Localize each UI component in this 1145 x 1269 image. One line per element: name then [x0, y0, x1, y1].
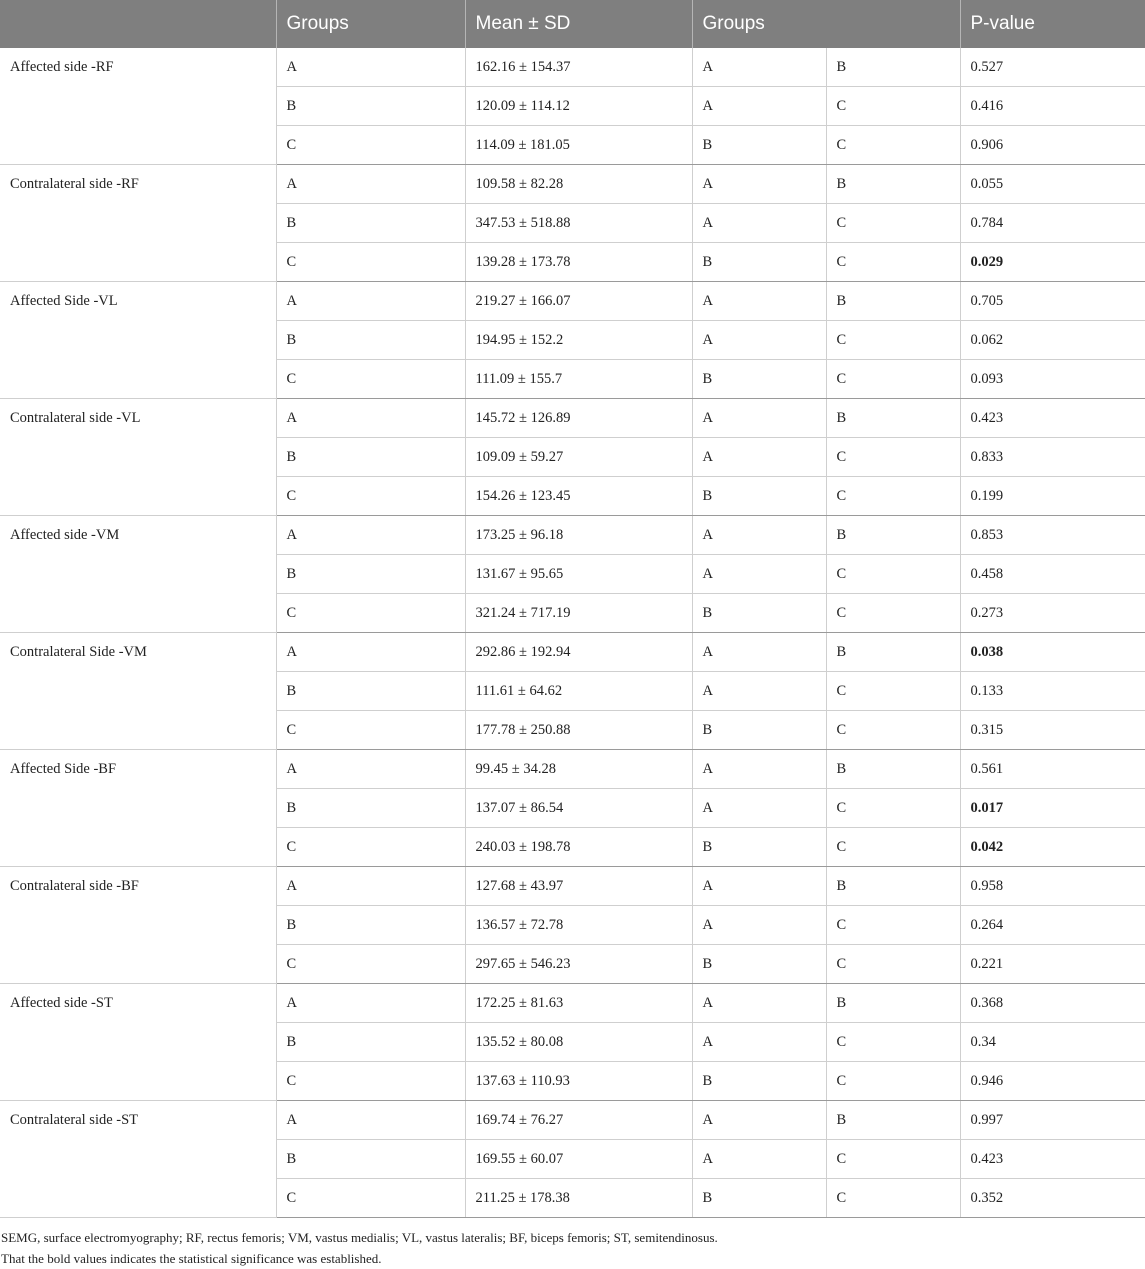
mean-sd-cell: 347.53 ± 518.88 [465, 204, 692, 243]
table-header [0, 0, 1145, 48]
mean-sd-cell: 173.25 ± 96.18 [465, 516, 692, 555]
comparison-group-2-cell: B [826, 633, 960, 672]
comparison-group-1-cell: B [692, 945, 826, 984]
mean-sd-cell: 145.72 ± 126.89 [465, 399, 692, 438]
group-cell: B [276, 1140, 465, 1179]
mean-sd-cell: 111.61 ± 64.62 [465, 672, 692, 711]
comparison-group-2-cell: C [826, 1140, 960, 1179]
comparison-group-1-cell: A [692, 750, 826, 789]
comparison-group-1-cell: A [692, 1101, 826, 1140]
group-cell: B [276, 321, 465, 360]
table-row [0, 867, 1145, 906]
comparison-group-1-cell: A [692, 204, 826, 243]
mean-sd-cell: 139.28 ± 173.78 [465, 243, 692, 282]
comparison-group-2-cell: C [826, 126, 960, 165]
p-value-cell: 0.946 [960, 1062, 1145, 1101]
p-value-cell: 0.029 [960, 243, 1145, 282]
mean-sd-cell: 194.95 ± 152.2 [465, 321, 692, 360]
table-body [0, 48, 1145, 1218]
group-cell: A [276, 750, 465, 789]
comparison-group-1-cell: B [692, 1062, 826, 1101]
group-cell: A [276, 399, 465, 438]
comparison-group-1-cell: A [692, 438, 826, 477]
table-row [0, 165, 1145, 204]
comparison-group-2-cell: C [826, 1062, 960, 1101]
comparison-group-1-cell: A [692, 1140, 826, 1179]
mean-sd-cell: 137.07 ± 86.54 [465, 789, 692, 828]
mean-sd-cell: 136.57 ± 72.78 [465, 906, 692, 945]
comparison-group-1-cell: B [692, 711, 826, 750]
comparison-group-1-cell: B [692, 828, 826, 867]
group-cell: C [276, 711, 465, 750]
group-cell: C [276, 243, 465, 282]
comparison-group-2-cell: C [826, 438, 960, 477]
mean-sd-cell: 114.09 ± 181.05 [465, 126, 692, 165]
p-value-cell: 0.416 [960, 87, 1145, 126]
group-cell: B [276, 672, 465, 711]
comparison-group-2-cell: B [826, 399, 960, 438]
p-value-cell: 0.997 [960, 1101, 1145, 1140]
comparison-group-1-cell: A [692, 672, 826, 711]
group-cell: C [276, 126, 465, 165]
mean-sd-cell: 135.52 ± 80.08 [465, 1023, 692, 1062]
comparison-group-1-cell: A [692, 48, 826, 87]
comparison-group-2-cell: C [826, 87, 960, 126]
comparison-group-2-cell: C [826, 711, 960, 750]
comparison-group-1-cell: A [692, 165, 826, 204]
group-cell: B [276, 555, 465, 594]
comparison-group-2-cell: C [826, 672, 960, 711]
p-value-cell: 0.958 [960, 867, 1145, 906]
comparison-group-2-cell: B [826, 282, 960, 321]
header-row [0, 0, 1145, 48]
p-value-cell: 0.423 [960, 399, 1145, 438]
comparison-group-1-cell: B [692, 1179, 826, 1218]
comparison-group-1-cell: B [692, 126, 826, 165]
comparison-group-1-cell: A [692, 633, 826, 672]
header-muscle [0, 0, 276, 48]
p-value-cell: 0.093 [960, 360, 1145, 399]
comparison-group-2-cell: C [826, 243, 960, 282]
header-groups-comparison: Groups [692, 0, 960, 48]
muscle-label: Affected Side -VL [0, 282, 276, 399]
comparison-group-1-cell: A [692, 984, 826, 1023]
group-cell: B [276, 906, 465, 945]
mean-sd-cell: 219.27 ± 166.07 [465, 282, 692, 321]
table-row [0, 399, 1145, 438]
muscle-label: Contralateral side -ST [0, 1101, 276, 1218]
p-value-cell: 0.561 [960, 750, 1145, 789]
comparison-group-2-cell: B [826, 1101, 960, 1140]
mean-sd-cell: 177.78 ± 250.88 [465, 711, 692, 750]
group-cell: A [276, 984, 465, 1023]
comparison-group-1-cell: A [692, 867, 826, 906]
group-cell: A [276, 48, 465, 87]
table-row [0, 633, 1145, 672]
group-cell: B [276, 204, 465, 243]
comparison-group-1-cell: A [692, 789, 826, 828]
comparison-group-2-cell: C [826, 1179, 960, 1218]
group-cell: C [276, 828, 465, 867]
comparison-group-2-cell: B [826, 165, 960, 204]
header-p-value: P-value [960, 0, 1145, 48]
group-cell: C [276, 477, 465, 516]
table-row [0, 984, 1145, 1023]
comparison-group-1-cell: A [692, 321, 826, 360]
mean-sd-cell: 109.58 ± 82.28 [465, 165, 692, 204]
muscle-label: Contralateral side -VL [0, 399, 276, 516]
p-value-cell: 0.906 [960, 126, 1145, 165]
group-cell: A [276, 282, 465, 321]
mean-sd-cell: 292.86 ± 192.94 [465, 633, 692, 672]
muscle-label: Contralateral side -RF [0, 165, 276, 282]
muscle-label: Affected side -ST [0, 984, 276, 1101]
group-cell: B [276, 438, 465, 477]
comparison-group-2-cell: B [826, 867, 960, 906]
mean-sd-cell: 127.68 ± 43.97 [465, 867, 692, 906]
group-cell: B [276, 789, 465, 828]
p-value-cell: 0.038 [960, 633, 1145, 672]
group-cell: A [276, 867, 465, 906]
comparison-group-1-cell: B [692, 360, 826, 399]
group-cell: C [276, 945, 465, 984]
bold-significance-note: That the bold values indicates the statistical significance was established. [1, 1251, 382, 1266]
comparison-group-2-cell: C [826, 906, 960, 945]
abbreviations-note: SEMG, surface electromyography; RF, rectus femoris; VM, vastus medialis; VL, vastus lateralis; BF, biceps femoris; ST, semitendinosus. [1, 1230, 718, 1245]
group-cell: C [276, 1179, 465, 1218]
group-cell: A [276, 633, 465, 672]
comparison-group-1-cell: B [692, 477, 826, 516]
mean-sd-cell: 120.09 ± 114.12 [465, 87, 692, 126]
muscle-label: Affected side -VM [0, 516, 276, 633]
header-mean-sd: Mean ± SD [465, 0, 692, 48]
header-groups: Groups [276, 0, 465, 48]
comparison-group-2-cell: C [826, 555, 960, 594]
comparison-group-1-cell: A [692, 399, 826, 438]
comparison-group-2-cell: C [826, 321, 960, 360]
muscle-label: Affected Side -BF [0, 750, 276, 867]
mean-sd-cell: 321.24 ± 717.19 [465, 594, 692, 633]
p-value-cell: 0.423 [960, 1140, 1145, 1179]
mean-sd-cell: 169.55 ± 60.07 [465, 1140, 692, 1179]
p-value-cell: 0.833 [960, 438, 1145, 477]
comparison-group-2-cell: C [826, 204, 960, 243]
mean-sd-cell: 240.03 ± 198.78 [465, 828, 692, 867]
comparison-group-2-cell: C [826, 477, 960, 516]
p-value-cell: 0.705 [960, 282, 1145, 321]
group-cell: A [276, 1101, 465, 1140]
p-value-cell: 0.017 [960, 789, 1145, 828]
mean-sd-cell: 137.63 ± 110.93 [465, 1062, 692, 1101]
mean-sd-cell: 169.74 ± 76.27 [465, 1101, 692, 1140]
p-value-cell: 0.055 [960, 165, 1145, 204]
mean-sd-cell: 162.16 ± 154.37 [465, 48, 692, 87]
mean-sd-cell: 111.09 ± 155.7 [465, 360, 692, 399]
mean-sd-cell: 211.25 ± 178.38 [465, 1179, 692, 1218]
p-value-cell: 0.133 [960, 672, 1145, 711]
p-value-cell: 0.784 [960, 204, 1145, 243]
table-row [0, 48, 1145, 87]
comparison-group-1-cell: B [692, 243, 826, 282]
p-value-cell: 0.042 [960, 828, 1145, 867]
comparison-group-2-cell: C [826, 789, 960, 828]
p-value-cell: 0.221 [960, 945, 1145, 984]
table-row [0, 516, 1145, 555]
table-row [0, 282, 1145, 321]
comparison-group-2-cell: B [826, 516, 960, 555]
group-cell: C [276, 1062, 465, 1101]
mean-sd-cell: 154.26 ± 123.45 [465, 477, 692, 516]
comparison-group-2-cell: C [826, 594, 960, 633]
p-value-cell: 0.853 [960, 516, 1145, 555]
p-value-cell: 0.062 [960, 321, 1145, 360]
group-cell: A [276, 516, 465, 555]
mean-sd-cell: 172.25 ± 81.63 [465, 984, 692, 1023]
p-value-cell: 0.34 [960, 1023, 1145, 1062]
group-cell: C [276, 594, 465, 633]
mean-sd-cell: 131.67 ± 95.65 [465, 555, 692, 594]
comparison-group-1-cell: A [692, 1023, 826, 1062]
comparison-group-2-cell: B [826, 750, 960, 789]
muscle-label: Contralateral Side -VM [0, 633, 276, 750]
table-row [0, 750, 1145, 789]
comparison-group-2-cell: C [826, 828, 960, 867]
muscle-label: Affected side -RF [0, 48, 276, 165]
p-value-cell: 0.368 [960, 984, 1145, 1023]
comparison-group-2-cell: C [826, 945, 960, 984]
comparison-group-1-cell: A [692, 516, 826, 555]
group-cell: B [276, 87, 465, 126]
muscle-label: Contralateral side -BF [0, 867, 276, 984]
p-value-cell: 0.199 [960, 477, 1145, 516]
mean-sd-cell: 109.09 ± 59.27 [465, 438, 692, 477]
comparison-group-1-cell: B [692, 594, 826, 633]
mean-sd-cell: 99.45 ± 34.28 [465, 750, 692, 789]
comparison-group-2-cell: B [826, 48, 960, 87]
comparison-group-1-cell: A [692, 282, 826, 321]
group-cell: A [276, 165, 465, 204]
comparison-group-2-cell: C [826, 1023, 960, 1062]
comparison-group-2-cell: B [826, 984, 960, 1023]
p-value-cell: 0.527 [960, 48, 1145, 87]
comparison-group-1-cell: A [692, 87, 826, 126]
p-value-cell: 0.264 [960, 906, 1145, 945]
p-value-cell: 0.458 [960, 555, 1145, 594]
comparison-group-2-cell: C [826, 360, 960, 399]
p-value-cell: 0.352 [960, 1179, 1145, 1218]
table-row [0, 1101, 1145, 1140]
mean-sd-cell: 297.65 ± 546.23 [465, 945, 692, 984]
p-value-cell: 0.315 [960, 711, 1145, 750]
group-cell: B [276, 1023, 465, 1062]
group-cell: C [276, 360, 465, 399]
comparison-group-1-cell: A [692, 555, 826, 594]
table-footnotes [0, 1218, 1145, 1269]
comparison-group-1-cell: A [692, 906, 826, 945]
p-value-cell: 0.273 [960, 594, 1145, 633]
